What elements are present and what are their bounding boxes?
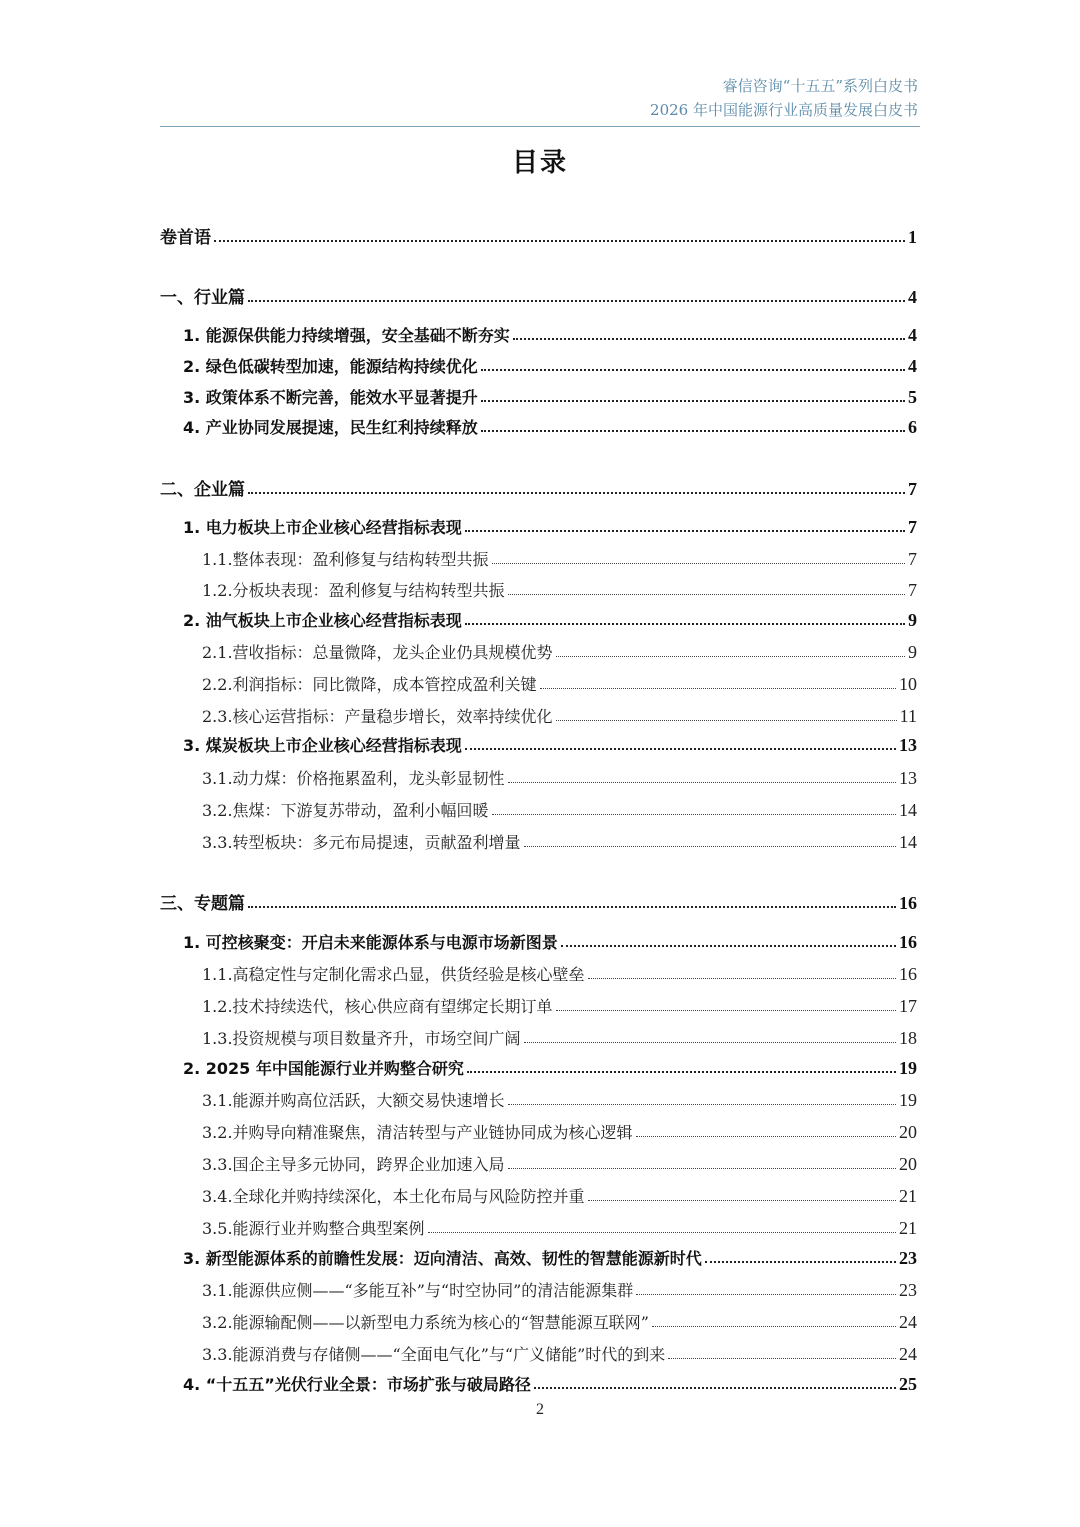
toc-entry-page: 9	[908, 642, 917, 662]
toc-subchapter-entry	[202, 993, 917, 1017]
toc-section-entry	[160, 284, 917, 308]
dot-leader	[588, 1200, 896, 1201]
toc-subchapter-entry	[202, 1087, 917, 1111]
dot-leader	[508, 782, 896, 783]
toc-subchapter-entry	[202, 765, 917, 789]
toc-subchapter-entry	[202, 1341, 917, 1365]
dot-leader	[465, 530, 905, 532]
dot-leader	[481, 400, 905, 402]
header-series-title: 睿信咨询“十五五”系列白皮书	[722, 77, 918, 95]
toc-entry-title: 4. 产业协同发展提速，民生红利持续释放	[183, 418, 478, 437]
dot-leader	[467, 1071, 896, 1073]
dot-leader	[556, 656, 905, 657]
toc-section-entry	[160, 890, 917, 914]
toc-entry-page: 4	[908, 287, 917, 307]
toc-subchapter-entry	[202, 797, 917, 821]
toc-entry-title: 2.2.利润指标：同比微降，成本管控成盈利关键	[202, 675, 537, 694]
toc-entry-page: 20	[899, 1122, 917, 1142]
toc-entry-page: 20	[899, 1154, 917, 1174]
toc-subchapter-entry	[202, 546, 917, 570]
toc-entry-page: 24	[899, 1312, 917, 1332]
toc-entry-title: 1.1.高稳定性与定制化需求凸显，供货经验是核心壁垒	[202, 965, 585, 984]
toc-entry-title: 1.1.整体表现：盈利修复与结构转型共振	[202, 550, 489, 569]
toc-entry-page: 21	[899, 1186, 917, 1206]
toc-entry-page: 17	[899, 996, 917, 1016]
toc-entry-page: 6	[908, 417, 917, 437]
toc-entry-page: 13	[899, 735, 917, 755]
dot-leader	[214, 240, 905, 242]
toc-subchapter-entry	[202, 1277, 917, 1301]
toc-subchapter-entry	[202, 703, 917, 727]
toc-entry-title: 3.5.能源行业并购整合典型案例	[202, 1219, 425, 1238]
toc-entry-page: 14	[899, 800, 917, 820]
toc-subchapter-entry	[202, 1025, 917, 1049]
dot-leader	[465, 748, 896, 750]
toc-subchapter-entry	[202, 1183, 917, 1207]
toc-entry-title: 2. 油气板块上市企业核心经营指标表现	[183, 611, 462, 630]
toc-entry-page: 16	[899, 893, 917, 913]
toc-entry-page: 4	[908, 356, 917, 376]
toc-chapter-entry	[183, 353, 917, 377]
toc-subchapter-entry	[202, 829, 917, 853]
toc-section-entry	[160, 476, 917, 500]
toc-subchapter-entry	[202, 1151, 917, 1175]
toc-entry-title: 二、企业篇	[160, 480, 245, 500]
dot-leader	[524, 1042, 896, 1043]
dot-leader	[428, 1232, 896, 1233]
toc-entry-page: 13	[899, 768, 917, 788]
toc-entry-title: 3. 新型能源体系的前瞻性发展：迈向清洁、高效、韧性的智慧能源新时代	[183, 1249, 702, 1268]
toc-entry-title: 1.2.技术持续迭代，核心供应商有望绑定长期订单	[202, 997, 553, 1016]
toc-entry-page: 7	[908, 549, 917, 569]
dot-leader	[513, 338, 905, 340]
dot-leader	[534, 1387, 896, 1389]
dot-leader	[705, 1261, 896, 1263]
toc-entry-title: 2. 2025 年中国能源行业并购整合研究	[183, 1059, 464, 1078]
toc-chapter-entry	[183, 322, 917, 346]
toc-subchapter-entry	[202, 961, 917, 985]
toc-chapter-entry	[183, 384, 917, 408]
toc-subchapter-entry	[202, 639, 917, 663]
toc-section-entry	[160, 224, 917, 248]
toc-subchapter-entry	[202, 1215, 917, 1239]
dot-leader	[248, 300, 905, 302]
page-title: 目录	[511, 148, 568, 178]
dot-leader	[248, 906, 896, 908]
dot-leader	[508, 1168, 896, 1169]
toc-entry-title: 3.3.能源消费与存储侧——“全面电气化”与“广义储能”时代的到来	[202, 1345, 666, 1364]
toc-entry-page: 23	[899, 1248, 917, 1268]
dot-leader	[524, 846, 896, 847]
toc-subchapter-entry	[202, 577, 917, 601]
toc-entry-page: 10	[899, 674, 917, 694]
toc-chapter-entry	[183, 732, 917, 756]
dot-leader	[636, 1136, 896, 1137]
toc-entry-title: 3.3.国企主导多元协同，跨界企业加速入局	[202, 1155, 505, 1174]
dot-leader	[556, 1010, 896, 1011]
toc-chapter-entry	[183, 1055, 917, 1079]
toc-entry-title: 3.3.转型板块：多元布局提速，贡献盈利增量	[202, 833, 521, 852]
toc-entry-title: 2.3.核心运营指标：产量稳步增长，效率持续优化	[202, 707, 553, 726]
toc-entry-title: 3. 煤炭板块上市企业核心经营指标表现	[183, 736, 462, 755]
toc-entry-page: 7	[908, 479, 917, 499]
dot-leader	[636, 1294, 896, 1295]
toc-entry-title: 1.3.投资规模与项目数量齐升，市场空间广阔	[202, 1029, 521, 1048]
toc-entry-title: 3.2.并购导向精准聚焦，清洁转型与产业链协同成为核心逻辑	[202, 1123, 633, 1142]
toc-entry-page: 5	[908, 387, 917, 407]
toc-chapter-entry	[183, 514, 917, 538]
toc-entry-title: 1. 能源保供能力持续增强，安全基础不断夯实	[183, 326, 510, 345]
toc-entry-page: 19	[899, 1058, 917, 1078]
dot-leader	[248, 492, 905, 494]
dot-leader	[561, 945, 896, 947]
toc-entry-title: 1. 可控核聚变：开启未来能源体系与电源市场新图景	[183, 933, 558, 952]
toc-entry-title: 2. 绿色低碳转型加速，能源结构持续优化	[183, 357, 478, 376]
toc-entry-title: 一、行业篇	[160, 288, 245, 308]
toc-entry-page: 19	[899, 1090, 917, 1110]
toc-entry-title: 3.2.能源输配侧——以新型电力系统为核心的“智慧能源互联网”	[202, 1313, 649, 1332]
header-report-title: 2026 年中国能源行业高质量发展白皮书	[650, 101, 918, 119]
dot-leader	[508, 1104, 896, 1105]
dot-leader	[481, 369, 905, 371]
toc-subchapter-entry	[202, 1309, 917, 1333]
toc-chapter-entry	[183, 1245, 917, 1269]
toc-entry-title: 3.1.能源并购高位活跃，大额交易快速增长	[202, 1091, 505, 1110]
toc-entry-page: 14	[899, 832, 917, 852]
dot-leader	[492, 814, 896, 815]
toc-entry-page: 21	[899, 1218, 917, 1238]
toc-entry-title: 三、专题篇	[160, 894, 245, 914]
toc-entry-page: 23	[899, 1280, 917, 1300]
toc-entry-title: 3.4.全球化并购持续深化，本土化布局与风险防控并重	[202, 1187, 585, 1206]
dot-leader	[588, 978, 896, 979]
dot-leader	[508, 594, 905, 595]
dot-leader	[556, 720, 897, 721]
toc-entry-page: 11	[899, 706, 917, 726]
toc-entry-page: 7	[908, 580, 917, 600]
toc-entry-page: 16	[899, 964, 917, 984]
toc-chapter-entry	[183, 1371, 917, 1395]
running-header	[650, 74, 918, 122]
dot-leader	[668, 1358, 896, 1359]
toc-entry-title: 4. “十五五”光伏行业全景：市场扩张与破局路径	[183, 1375, 531, 1394]
toc-entry-title: 3.1.动力煤：价格拖累盈利，龙头彰显韧性	[202, 769, 505, 788]
dot-leader	[652, 1326, 896, 1327]
dot-leader	[481, 430, 905, 432]
toc-entry-page: 16	[899, 932, 917, 952]
toc-chapter-entry	[183, 929, 917, 953]
page-number: 2	[536, 1401, 544, 1418]
toc-entry-title: 卷首语	[160, 228, 211, 248]
toc-entry-title: 3.1.能源供应侧——“多能互补”与“时空协同”的清洁能源集群	[202, 1281, 634, 1300]
toc-entry-page: 18	[899, 1028, 917, 1048]
toc-entry-page: 1	[908, 227, 917, 247]
toc-entry-page: 4	[908, 325, 917, 345]
toc-subchapter-entry	[202, 671, 917, 695]
toc-entry-page: 24	[899, 1344, 917, 1364]
dot-leader	[540, 688, 896, 689]
toc-entry-page: 25	[899, 1374, 917, 1394]
toc-entry-page: 7	[908, 517, 917, 537]
toc-entry-title: 2.1.营收指标：总量微降，龙头企业仍具规模优势	[202, 643, 553, 662]
toc-entry-title: 1. 电力板块上市企业核心经营指标表现	[183, 518, 462, 537]
toc-subchapter-entry	[202, 1119, 917, 1143]
toc-entry-page: 9	[908, 610, 917, 630]
toc-chapter-entry	[183, 414, 917, 438]
header-divider	[160, 126, 920, 127]
toc-entry-title: 3. 政策体系不断完善，能效水平显著提升	[183, 388, 478, 407]
dot-leader	[465, 623, 905, 625]
toc-entry-title: 3.2.焦煤：下游复苏带动，盈利小幅回暖	[202, 801, 489, 820]
dot-leader	[492, 563, 905, 564]
toc-chapter-entry	[183, 607, 917, 631]
toc-entry-title: 1.2.分板块表现：盈利修复与结构转型共振	[202, 581, 505, 600]
